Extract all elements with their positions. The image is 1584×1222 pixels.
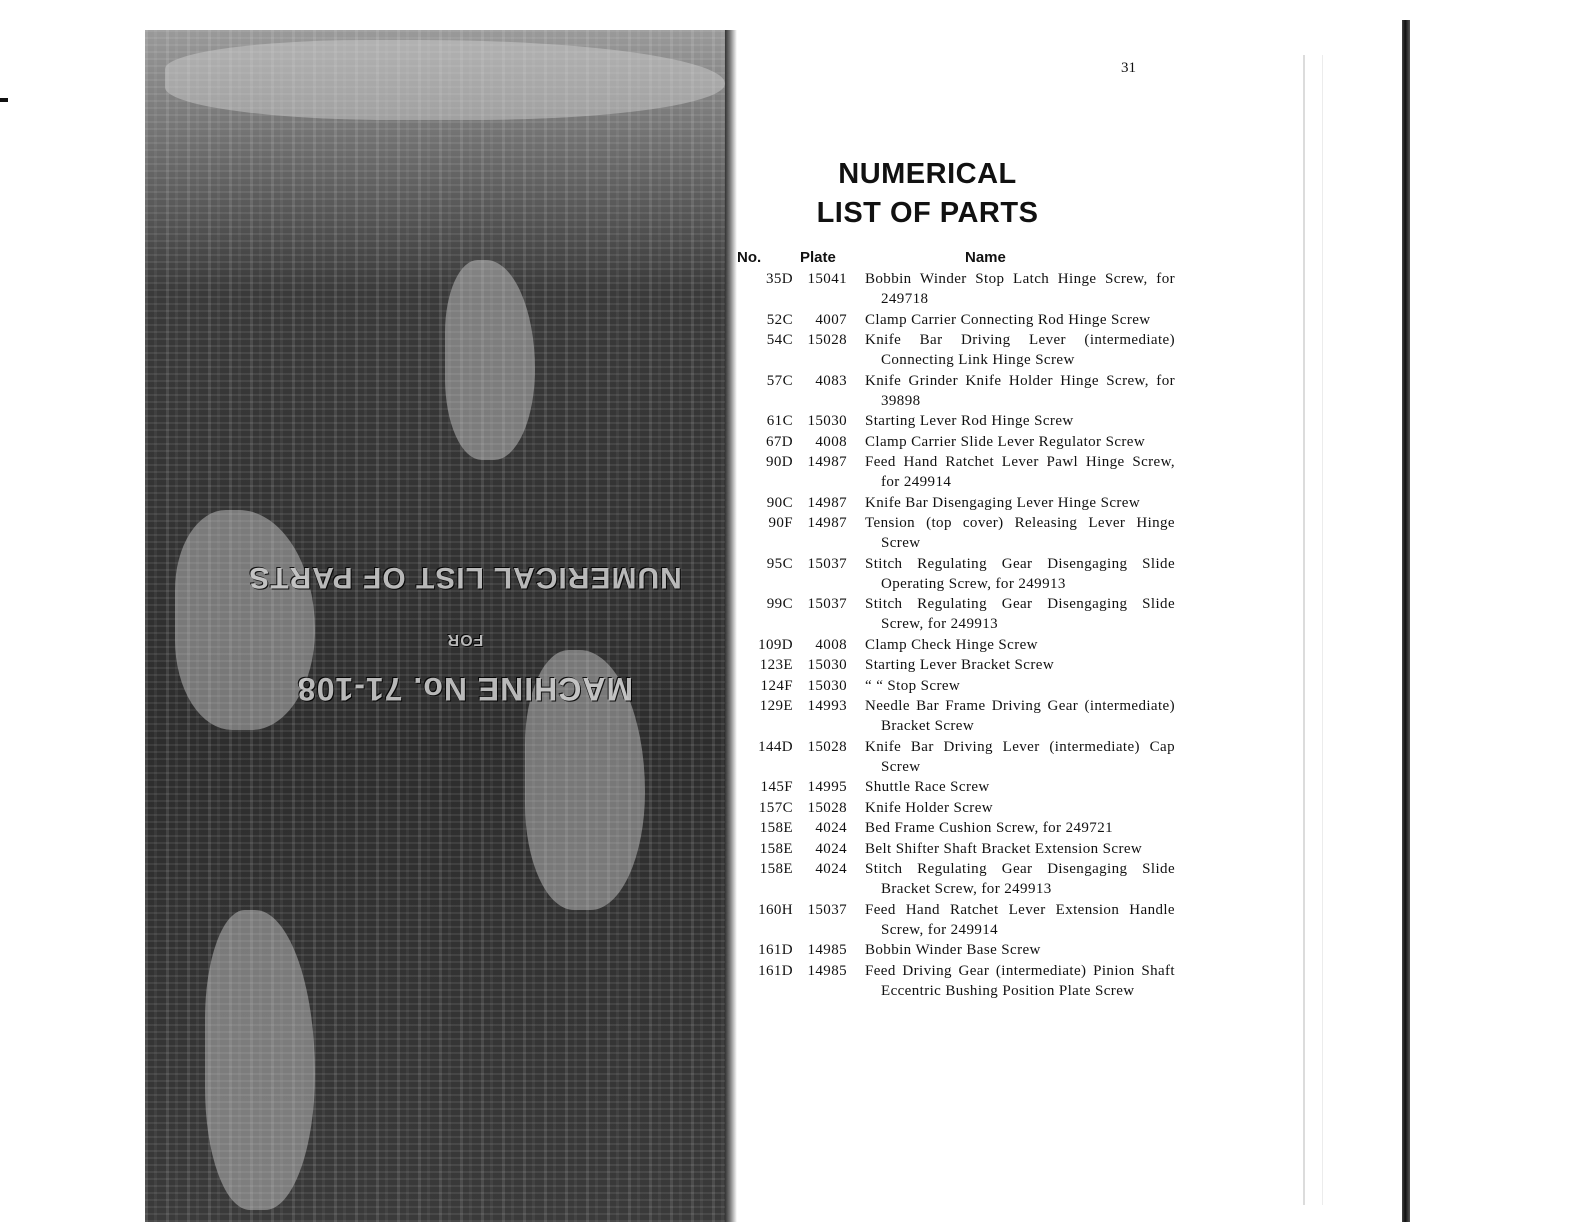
part-row (735, 269, 1175, 309)
part-number: 158E (759, 840, 793, 857)
part-name: Clamp Check Hinge Screw (865, 636, 1038, 653)
part-number: 161D (758, 962, 793, 979)
part-name: Starting Lever Rod Hinge Screw (865, 413, 1074, 429)
part-number: 61C (766, 413, 793, 429)
part-plate: 14993 (807, 698, 847, 714)
part-row (735, 310, 1175, 330)
part-number: 95C (766, 555, 793, 572)
part-plate: 15037 (807, 555, 847, 572)
part-number: 57C (766, 372, 793, 389)
part-number: 157C (758, 799, 793, 816)
scan-mark (0, 98, 8, 102)
part-row (735, 961, 1175, 1001)
parts-list (735, 269, 1175, 1001)
page-number: 31 (1121, 60, 1136, 76)
part-name: Knife Bar Disengaging Lever Hinge Screw (865, 494, 1141, 511)
part-row (735, 900, 1175, 940)
part-name: Feed Hand Ratchet Lever Extension Handle Screw, for 249914 (865, 901, 1175, 938)
part-name: Tension (top cover) Releasing Lever Hinge Screw (865, 515, 1175, 551)
part-row (735, 493, 1175, 513)
part-name: Shuttle Race Screw (865, 779, 990, 795)
page-title-line2: LIST OF PARTS (816, 197, 1039, 229)
part-plate: 4024 (815, 861, 847, 877)
part-name: Knife Holder Screw (865, 799, 993, 816)
part-plate: 4008 (815, 636, 847, 653)
part-name: Knife Bar Driving Lever (intermediate) Cap Screw (865, 738, 1175, 775)
part-number: 161D (758, 942, 793, 958)
part-plate: 14985 (807, 962, 847, 979)
part-number: 109D (758, 636, 793, 653)
book-spine-edge (1402, 20, 1410, 1222)
cover-wear (445, 260, 535, 460)
part-number: 54C (766, 332, 793, 348)
part-number: 144D (758, 738, 793, 755)
part-row (735, 330, 1175, 370)
book-cover (145, 30, 735, 1222)
page-edge (1322, 55, 1323, 1205)
part-number: 99C (766, 596, 793, 612)
part-number: 52C (766, 311, 793, 328)
part-name: Knife Grinder Knife Holder Hinge Screw, for 39898 (865, 372, 1175, 409)
part-number: 123E (759, 657, 793, 673)
part-plate: 14985 (807, 942, 847, 958)
part-name: “ “ Stop Screw (865, 677, 961, 694)
part-plate: 15028 (807, 738, 847, 755)
part-number: 67D (765, 433, 793, 450)
cover-wear (165, 40, 725, 120)
part-plate: 15030 (807, 413, 847, 429)
part-name: Clamp Carrier Slide Lever Regulator Screw (865, 433, 1146, 450)
cover-title: NUMERICAL LIST OF PARTS (248, 561, 682, 594)
part-name: Feed Hand Ratchet Lever Pawl Hinge Screw, for 249914 (865, 454, 1175, 490)
part-plate: 14987 (807, 515, 847, 531)
part-plate: 4008 (815, 433, 847, 450)
part-row (735, 839, 1175, 859)
part-row (735, 635, 1175, 655)
part-name: Stitch Regulating Gear Disengaging Slide Bracket Screw, for 249913 (865, 861, 1175, 897)
part-number: 158E (759, 820, 793, 836)
cover-machine: MACHINE No. 71-108 (296, 671, 634, 707)
part-name: Needle Bar Frame Driving Gear (intermediate) Bracket Screw (865, 698, 1175, 734)
part-plate: 14995 (807, 779, 847, 795)
column-header-name: Name (965, 249, 1006, 266)
page-title-line1: NUMERICAL (838, 158, 1017, 190)
part-name: Bobbin Winder Base Screw (865, 942, 1041, 958)
part-row (735, 777, 1175, 797)
part-number: 35D (765, 271, 793, 287)
part-plate: 4007 (815, 311, 847, 328)
cover-wear (205, 910, 315, 1210)
part-plate: 15041 (807, 271, 847, 287)
part-name: Knife Bar Driving Lever (intermediate) Connecting Link Hinge Screw (865, 332, 1175, 368)
part-name: Belt Shifter Shaft Bracket Extension Screw (865, 840, 1143, 857)
part-name: Bobbin Winder Stop Latch Hinge Screw, for 249718 (865, 271, 1175, 307)
part-row (735, 737, 1175, 777)
cover-subtitle: FOR (446, 631, 484, 648)
part-row (735, 594, 1175, 634)
part-row (735, 411, 1175, 431)
part-number: 90C (766, 494, 793, 511)
part-number: 158E (759, 861, 793, 877)
part-row (735, 452, 1175, 492)
part-name: Stitch Regulating Gear Disengaging Slide Screw, for 249913 (865, 596, 1175, 632)
part-number: 145F (760, 779, 793, 795)
part-plate: 14987 (807, 494, 847, 511)
part-number: 90D (765, 454, 793, 470)
part-plate: 14987 (807, 454, 847, 470)
part-row (735, 940, 1175, 960)
part-plate: 15030 (807, 657, 847, 673)
part-row (735, 696, 1175, 736)
part-plate: 15030 (807, 677, 847, 694)
part-plate: 15037 (807, 901, 847, 918)
part-row (735, 655, 1175, 675)
part-plate: 4024 (815, 840, 847, 857)
part-plate: 15028 (807, 332, 847, 348)
part-row (735, 818, 1175, 838)
part-name: Feed Driving Gear (intermediate) Pinion Shaft Eccentric Bushing Position Plate Screw (865, 962, 1175, 999)
part-row (735, 798, 1175, 818)
part-row (735, 554, 1175, 594)
part-number: 124F (760, 677, 793, 694)
column-header-no: No. (737, 249, 762, 266)
part-plate: 4024 (815, 820, 847, 836)
part-name: Starting Lever Bracket Screw (865, 657, 1055, 673)
part-number: 160H (758, 901, 793, 918)
part-plate: 15028 (807, 799, 847, 816)
part-name: Clamp Carrier Connecting Rod Hinge Screw (865, 311, 1151, 328)
part-row (735, 432, 1175, 452)
part-number: 129E (759, 698, 793, 714)
part-row (735, 371, 1175, 411)
part-row (735, 859, 1175, 899)
page-edge (1303, 55, 1305, 1205)
part-number: 90F (768, 515, 793, 531)
column-header-plate: Plate (800, 249, 836, 266)
part-plate: 4083 (815, 372, 847, 389)
part-plate: 15037 (807, 596, 847, 612)
part-name: Bed Frame Cushion Screw, for 249721 (865, 820, 1113, 836)
part-name: Stitch Regulating Gear Disengaging Slide Operating Screw, for 249913 (865, 555, 1175, 592)
part-row (735, 513, 1175, 553)
part-row (735, 676, 1175, 696)
